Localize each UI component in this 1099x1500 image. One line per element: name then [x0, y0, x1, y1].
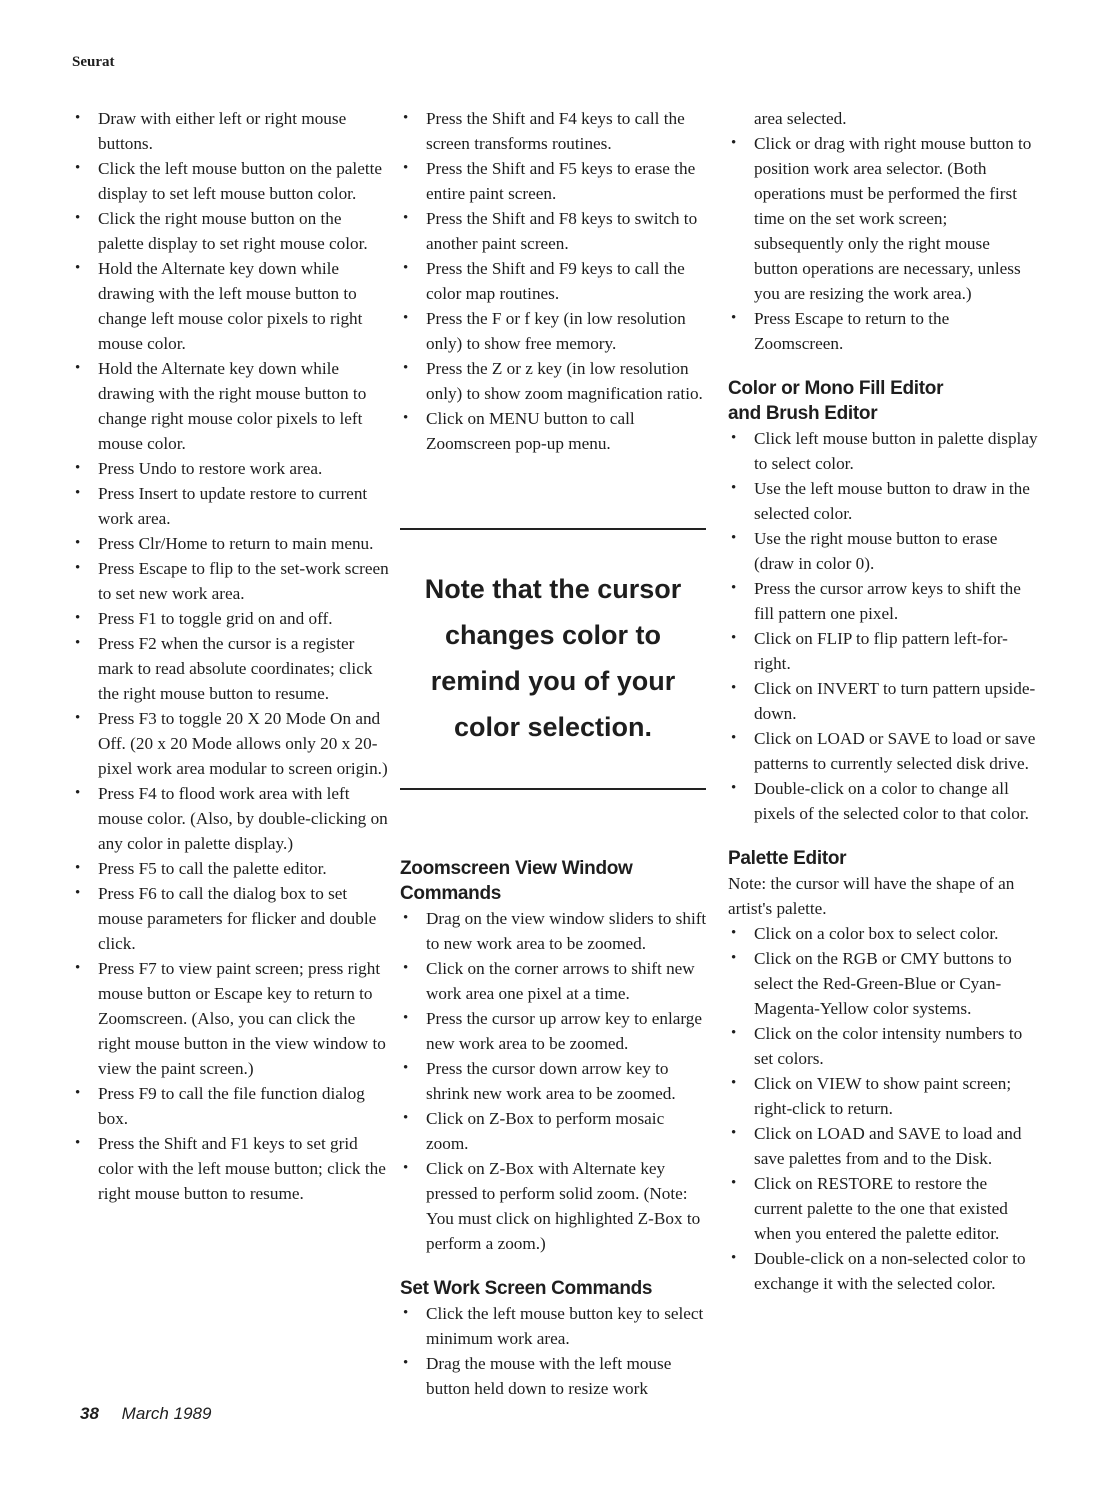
zoomscreen-section: [400, 856, 710, 1401]
column-3: [728, 106, 1038, 1296]
list-item: • Hold the Alternate key down while drawing with the right mouse button to change right mouse color pixels to left mouse color.: [72, 356, 390, 456]
command-list: [728, 131, 1038, 356]
list-item: • Press the Shift and F8 keys to switch to another paint screen.: [400, 206, 710, 256]
list-item: • Drag the mouse with the left mouse button held down to resize work: [400, 1351, 710, 1401]
list-item: • Click on RESTORE to restore the current palette to the one that existed when you entered the palette editor.: [728, 1171, 1038, 1246]
list-item: • Press Escape to return to the Zoomscreen.: [728, 306, 1038, 356]
column-1: [72, 106, 390, 1206]
list-item: • Use the left mouse button to draw in the selected color.: [728, 476, 1038, 526]
section-heading: Set Work Screen Commands: [400, 1278, 653, 1299]
list-item: • Click or drag with right mouse button to position work area selector. (Both operations must be performed the first time on the set work screen; subsequently only the right mouse button operations are necessary, unless you are resizing the work area.): [728, 131, 1038, 306]
command-list: [72, 106, 390, 1206]
section-heading: Color or Mono Fill Editor: [728, 378, 944, 399]
list-item: • Press the F or f key (in low resolution only) to show free memory.: [400, 306, 710, 356]
palette-note: Note: the cursor will have the shape of an artist's palette.: [728, 874, 1015, 918]
pullquote: Note that the cursor changes color to remind you of your color selection.: [424, 574, 682, 742]
list-item: • Press F9 to call the file function dialog box.: [72, 1081, 390, 1131]
list-item: • Drag on the view window sliders to shift to new work area to be zoomed.: [400, 906, 710, 956]
section-heading: Zoomscreen View Window Commands: [400, 858, 633, 904]
issue-date: March 1989: [121, 1404, 212, 1423]
list-item: • Click on LOAD and SAVE to load and save palettes from and to the Disk.: [728, 1121, 1038, 1171]
list-item: • Press F1 to toggle grid on and off.: [72, 606, 390, 631]
list-item: • Press Insert to update restore to current work area.: [72, 481, 390, 531]
list-item: • Press Clr/Home to return to main menu.: [72, 531, 390, 556]
pullquote-top-rule: [400, 528, 706, 530]
list-item: • Press F5 to call the palette editor.: [72, 856, 390, 881]
list-item: • Press the Shift and F1 keys to set grid color with the left mouse button; click the right mouse button to resume.: [72, 1131, 390, 1206]
list-item: • Click on VIEW to show paint screen; right-click to return.: [728, 1071, 1038, 1121]
list-item: • Click on LOAD or SAVE to load or save patterns to currently selected disk drive.: [728, 726, 1038, 776]
command-list: [400, 106, 710, 456]
list-item: • Press the Shift and F4 keys to call the screen transforms routines.: [400, 106, 710, 156]
list-item: • Click on FLIP to flip pattern left-for-right.: [728, 626, 1038, 676]
list-item: • Click on Z-Box to perform mosaic zoom.: [400, 1106, 710, 1156]
column-2: [400, 106, 710, 456]
continued-text: area selected.: [754, 109, 847, 128]
list-item: • Use the right mouse button to erase (draw in color 0).: [728, 526, 1038, 576]
palette-editor-section: [728, 846, 1038, 1296]
list-item: • Press Escape to flip to the set-work screen to set new work area.: [72, 556, 390, 606]
pullquote-bottom-rule: [400, 788, 706, 790]
running-head: Seurat: [72, 54, 115, 70]
list-item: • Press F4 to flood work area with left mouse color. (Also, by double-clicking on any color in palette display.): [72, 781, 390, 856]
list-item: • Click the left mouse button key to select minimum work area.: [400, 1301, 710, 1351]
list-item: • Click on INVERT to turn pattern upside-down.: [728, 676, 1038, 726]
list-item: • Hold the Alternate key down while drawing with the left mouse button to change left mouse color pixels to right mouse color.: [72, 256, 390, 356]
list-item: • Press F7 to view paint screen; press right mouse button or Escape key to return to Zoomscreen. (Also, you can click the right mouse button in the view window to view the paint screen.): [72, 956, 390, 1081]
section-heading: Palette Editor: [728, 848, 847, 869]
list-item: • Click on the color intensity numbers to set colors.: [728, 1021, 1038, 1071]
list-item: • Press the cursor up arrow key to enlarge new work area to be zoomed.: [400, 1006, 710, 1056]
list-item: • Press the Z or z key (in low resolution only) to show zoom magnification ratio.: [400, 356, 710, 406]
command-list: [400, 906, 710, 1256]
list-item: • Draw with either left or right mouse buttons.: [72, 106, 390, 156]
list-item: • Press the cursor arrow keys to shift the fill pattern one pixel.: [728, 576, 1038, 626]
page-number: 38: [80, 1404, 99, 1423]
list-item: • Press F6 to call the dialog box to set mouse parameters for flicker and double click.: [72, 881, 390, 956]
section-heading-line-2: and Brush Editor: [728, 403, 878, 424]
list-item: • Press the Shift and F9 keys to call the color map routines.: [400, 256, 710, 306]
fill-editor-section: [728, 376, 1038, 826]
list-item: • Click the left mouse button on the palette display to set left mouse button color.: [72, 156, 390, 206]
list-item: • Click the right mouse button on the palette display to set right mouse color.: [72, 206, 390, 256]
command-list: [400, 1301, 710, 1401]
list-item: • Click on Z-Box with Alternate key pressed to perform solid zoom. (Note: You must click on highlighted Z-Box to perform a zoom.): [400, 1156, 710, 1256]
list-item: • Press F3 to toggle 20 X 20 Mode On and Off. (20 x 20 Mode allows only 20 x 20-pixel work area modular to screen origin.): [72, 706, 390, 781]
list-item: • Press Undo to restore work area.: [72, 456, 390, 481]
list-item: • Press the cursor down arrow key to shrink new work area to be zoomed.: [400, 1056, 710, 1106]
folio: [80, 1404, 211, 1424]
list-item: • Click on the RGB or CMY buttons to select the Red-Green-Blue or Cyan-Magenta-Yellow color systems.: [728, 946, 1038, 1021]
list-item: • Click left mouse button in palette display to select color.: [728, 426, 1038, 476]
command-list: [728, 921, 1038, 1296]
list-item: • Press the Shift and F5 keys to erase the entire paint screen.: [400, 156, 710, 206]
list-item: • Click on a color box to select color.: [728, 921, 1038, 946]
list-item: • Press F2 when the cursor is a register mark to read absolute coordinates; click the right mouse button to resume.: [72, 631, 390, 706]
list-item: • Double-click on a color to change all pixels of the selected color to that color.: [728, 776, 1038, 826]
command-list: [728, 426, 1038, 826]
list-item: • Click on the corner arrows to shift new work area one pixel at a time.: [400, 956, 710, 1006]
list-item: • Click on MENU button to call Zoomscreen pop-up menu.: [400, 406, 710, 456]
list-item: • Double-click on a non-selected color to exchange it with the selected color.: [728, 1246, 1038, 1296]
